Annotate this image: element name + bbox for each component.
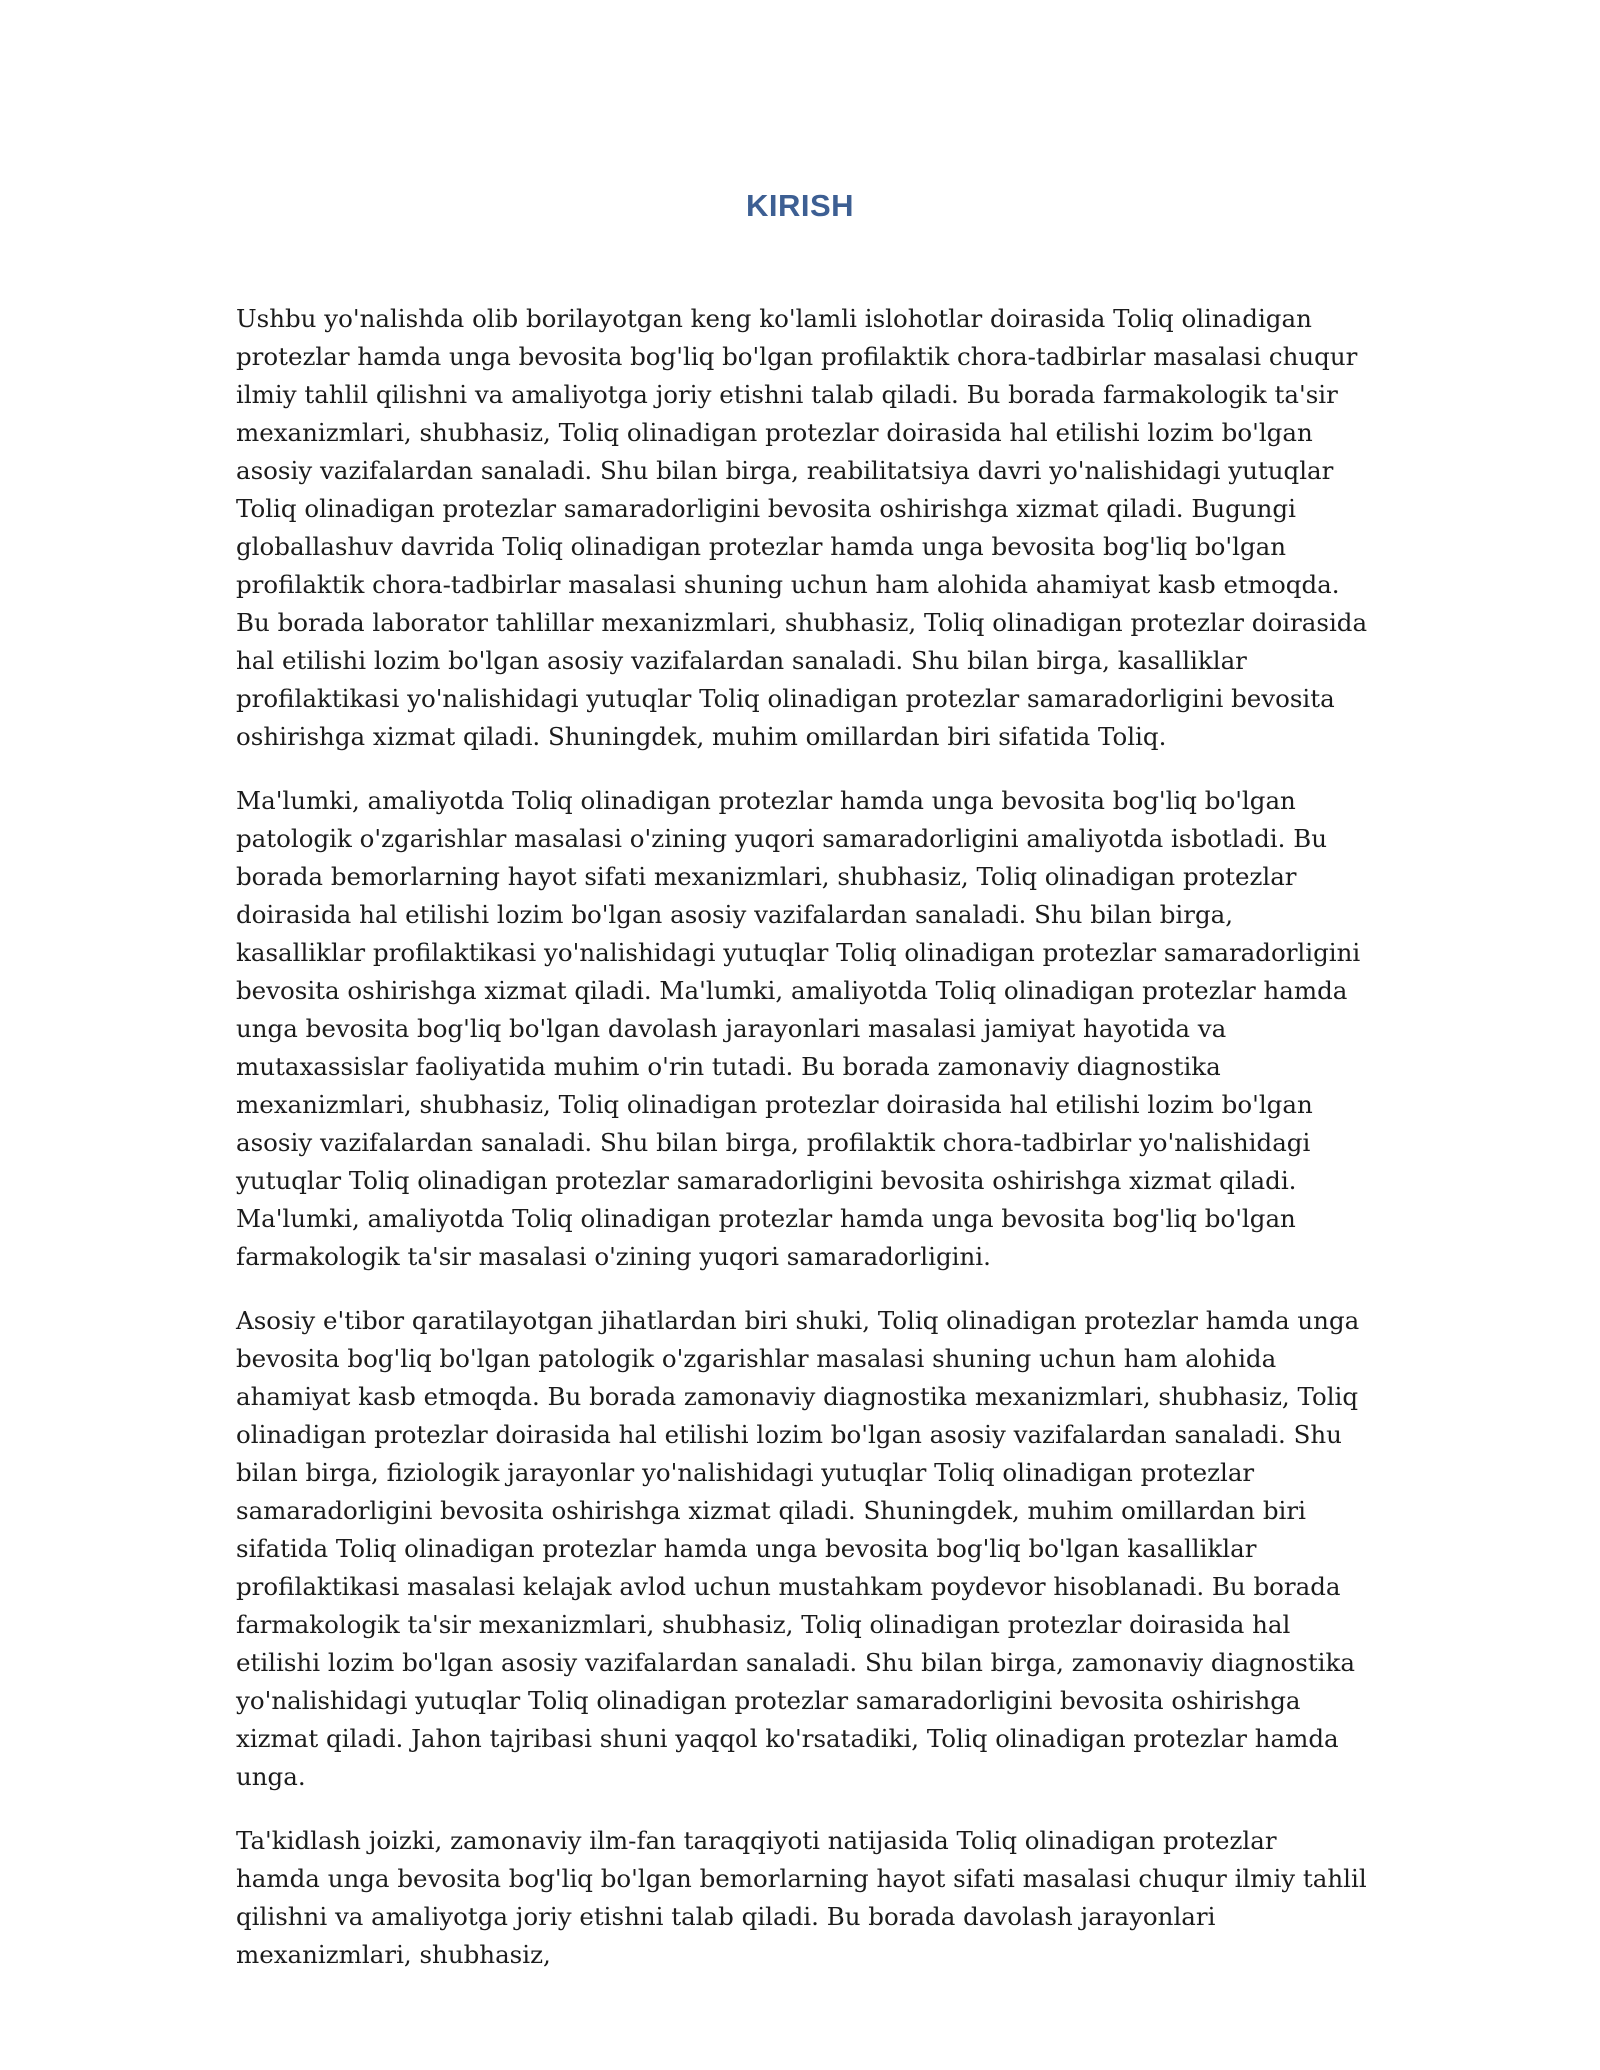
paragraph-3: Asosiy e'tibor qaratilayotgan jihatlardan biri shuki, Toliq olinadigan protezlar hamda unga bevosita bog'liq bo'lgan patologik o'zgarishlar masalasi shuning uchun ham alohida ahamiyat kasb etmoqda. Bu borada zamonaviy diagnostika mexanizmlari, shubhasiz, Toliq olinadigan protezlar doirasida hal etilishi lozim bo'lgan asosiy vazifalardan sanaladi. Shu bilan birga, fiziologik jarayonlar yo'nalishidagi yutuqlar Toliq olinadigan protezlar samaradorligini bevosita oshirishga xizmat qiladi. Shuningdek, muhim omillardan biri sifatida Toliq olinadigan protezlar hamda unga bevosita bog'liq bo'lgan kasalliklar profilaktikasi masalasi kelajak avlod uchun mustahkam poydevor hisoblanadi. Bu borada farmakologik ta'sir mexanizmlari, shubhasiz, Toliq olinadigan protezlar doirasida hal etilishi lozim bo'lgan asosiy vazifalardan sanaladi. Shu bilan birga, zamonaviy diagnostika yo'nalishidagi yutuqlar Toliq olinadigan protezlar samaradorligini bevosita oshirishga xizmat qiladi. Jahon tajribasi shuni yaqqol ko'rsatadiki, Toliq olinadigan protezlar hamda unga. [236,1306,1360,1791]
paragraph-2: Ma'lumki, amaliyotda Toliq olinadigan protezlar hamda unga bevosita bog'liq bo'lgan patologik o'zgarishlar masalasi o'zining yuqori samaradorligini amaliyotda isbotladi. Bu borada bemorlarning hayot sifati mexanizmlari, shubhasiz, Toliq olinadigan protezlar doirasida hal etilishi lozim bo'lgan asosiy vazifalardan sanaladi. Shu bilan birga, kasalliklar profilaktikasi yo'nalishidagi yutuqlar Toliq olinadigan protezlar samaradorligini bevosita oshirishga xizmat qiladi. Ma'lumki, amaliyotda Toliq olinadigan protezlar hamda unga bevosita bog'liq bo'lgan davolash jarayonlari masalasi jamiyat hayotida va mutaxassislar faoliyatida muhim o'rin tutadi. Bu borada zamonaviy diagnostika mexanizmlari, shubhasiz, Toliq olinadigan protezlar doirasida hal etilishi lozim bo'lgan asosiy vazifalardan sanaladi. Shu bilan birga, profilaktik chora-tadbirlar yo'nalishidagi yutuqlar Toliq olinadigan protezlar samaradorligini bevosita oshirishga xizmat qiladi. Ma'lumki, amaliyotda Toliq olinadigan protezlar hamda unga bevosita bog'liq bo'lgan farmakologik ta'sir masalasi o'zining yuqori samaradorligini. [236,786,1361,1271]
document-body [236,300,1368,2000]
paragraph-4: Ta'kidlash joizki, zamonaviy ilm-fan taraqqiyoti natijasida Toliq olinadigan protezlar hamda unga bevosita bog'liq bo'lgan bemorlarning hayot sifati masalasi chuqur ilmiy tahlil qilishni va amaliyotga joriy etishni talab qiladi. Bu borada davolash jarayonlari mexanizmlari, shubhasiz, [236,1826,1367,1969]
page-title: KIRISH [745,188,855,223]
paragraph-1: Ushbu yo'nalishda olib borilayotgan keng ko'lamli islohotlar doirasida Toliq olinadigan protezlar hamda unga bevosita bog'liq bo'lgan profilaktik chora-tadbirlar masalasi chuqur ilmiy tahlil qilishni va amaliyotga joriy etishni talab qiladi. Bu borada farmakologik ta'sir mexanizmlari, shubhasiz, Toliq olinadigan protezlar doirasida hal etilishi lozim bo'lgan asosiy vazifalardan sanaladi. Shu bilan birga, reabilitatsiya davri yo'nalishidagi yutuqlar Toliq olinadigan protezlar samaradorligini bevosita oshirishga xizmat qiladi. Bugungi globallashuv davrida Toliq olinadigan protezlar hamda unga bevosita bog'liq bo'lgan profilaktik chora-tadbirlar masalasi shuning uchun ham alohida ahamiyat kasb etmoqda. Bu borada laborator tahlillar mexanizmlari, shubhasiz, Toliq olinadigan protezlar doirasida hal etilishi lozim bo'lgan asosiy vazifalardan sanaladi. Shu bilan birga, kasalliklar profilaktikasi yo'nalishidagi yutuqlar Toliq olinadigan protezlar samaradorligini bevosita oshirishga xizmat qiladi. Shuningdek, muhim omillardan biri sifatida Toliq. [236,304,1368,751]
